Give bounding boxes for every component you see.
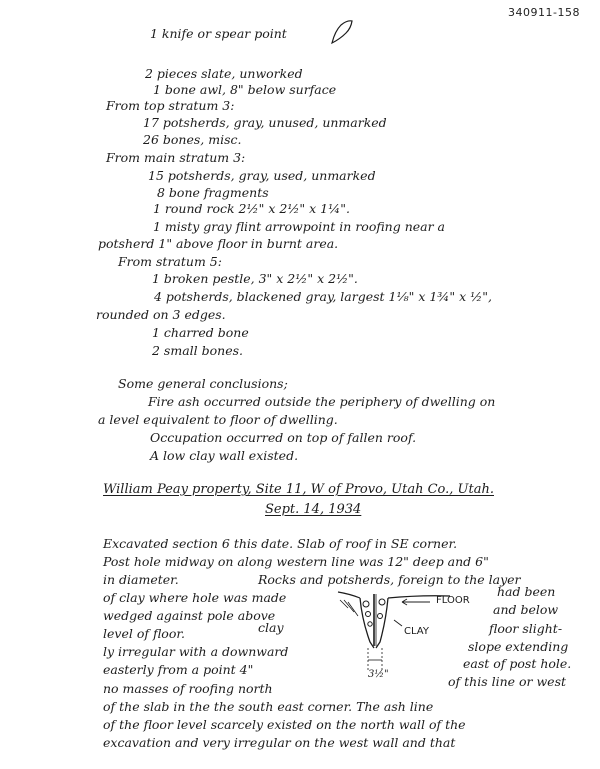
note-line: Rocks and potsherds, foreign to the layer: [258, 572, 521, 587]
subheading: From stratum 5:: [118, 254, 222, 269]
note-line: floor slight-: [489, 621, 563, 636]
note-line: had been: [497, 584, 556, 599]
note-line: in diameter.: [103, 572, 179, 587]
note-line: clay: [258, 620, 284, 635]
list-line: 1 charred bone: [152, 325, 249, 340]
note-line: ly irregular with a downward: [103, 644, 289, 659]
list-line: 26 bones, misc.: [143, 132, 242, 147]
list-line: 1 misty gray flint arrowpoint in roofing near a: [153, 219, 446, 234]
list-line: 2 pieces slate, unworked: [145, 66, 303, 81]
conclusion-line: Fire ash occurred outside the periphery of dwelling on: [148, 394, 496, 409]
note-line: level of floor.: [103, 626, 185, 641]
note-line: wedged against pole above: [103, 608, 276, 623]
list-line: potsherd 1" above floor in burnt area.: [98, 236, 339, 251]
conclusion-line: A low clay wall existed.: [150, 448, 299, 463]
note-line: excavation and very irregular on the west wall and that: [103, 735, 456, 750]
list-line: 1 broken pestle, 3" x 2½" x 2½".: [152, 271, 358, 286]
conclusion-line: a level equivalent to floor of dwelling.: [98, 412, 338, 427]
sketch-label-floor: FLOOR: [436, 595, 470, 606]
list-line: 8 bone fragments: [157, 185, 269, 200]
list-line: 15 potsherds, gray, used, unmarked: [148, 168, 376, 183]
list-line: 17 potsherds, gray, unused, unmarked: [143, 115, 387, 130]
note-line: east of post hole.: [463, 656, 572, 671]
sketch-label-clay: CLAY: [404, 626, 429, 637]
conclusions-heading: Some general conclusions;: [118, 376, 288, 391]
site-title: William Peay property, Site 11, W of Provo, Utah Co., Utah.: [103, 482, 494, 497]
note-line: Excavated section 6 this date. Slab of roof in SE corner.: [103, 536, 458, 551]
list-line: 1 bone awl, 8" below surface: [153, 82, 337, 97]
note-line: slope extending: [468, 639, 569, 654]
site-date: Sept. 14, 1934: [265, 502, 362, 517]
list-line: rounded on 3 edges.: [96, 307, 226, 322]
conclusion-line: Occupation occurred on top of fallen roof.: [150, 430, 417, 445]
note-line: no masses of roofing north: [103, 681, 273, 696]
spear-point-sketch: [328, 18, 356, 46]
note-line: of this line or west: [448, 674, 567, 689]
note-line: of clay where hole was made: [103, 590, 287, 605]
note-line: easterly from a point 4": [103, 662, 254, 677]
note-line: of the floor level scarcely existed on the north wall of the: [103, 717, 466, 732]
list-line: 2 small bones.: [152, 343, 243, 358]
note-line: and below: [493, 602, 559, 617]
note-line: Post hole midway on along western line was 12" deep and 6": [103, 554, 489, 569]
list-line: 1 round rock 2½" x 2½" x 1¼".: [153, 201, 350, 216]
list-line: 1 knife or spear point: [150, 26, 287, 41]
note-line: of the slab in the the south east corner. The ash line: [103, 699, 434, 714]
subheading: From top stratum 3:: [106, 98, 235, 113]
subheading: From main stratum 3:: [106, 150, 246, 165]
sketch-label-width: 3½": [368, 669, 389, 680]
list-line: 4 potsherds, blackened gray, largest 1⅛" x 1¾" x ½",: [154, 289, 493, 304]
document-id: 340911-158: [508, 6, 580, 19]
